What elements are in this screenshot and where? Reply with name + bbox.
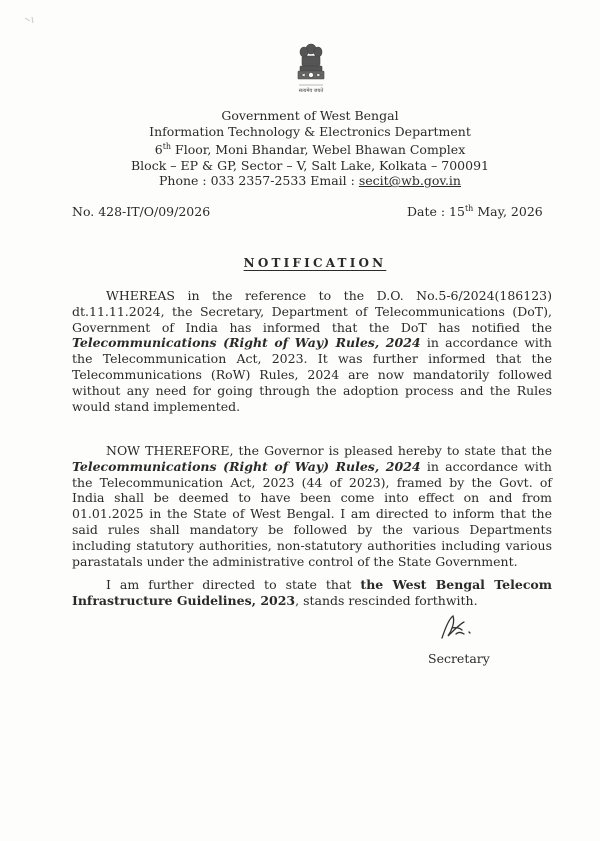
- letterhead-line-contact: [100, 173, 520, 189]
- emblem-caption: सत्यमेव जयते: [298, 88, 324, 94]
- para3-guidelines-name: the West Bengal Telecom Infrastructure Guidelines, 2023: [72, 577, 552, 608]
- page-title: [0, 256, 600, 270]
- letterhead-line-government: Government of West Bengal: [221, 108, 399, 123]
- letterhead: [100, 108, 520, 189]
- email-link[interactable]: secit@wb.gov.in: [358, 173, 461, 189]
- para3-text-c: , stands rescinded forthwith.: [295, 592, 478, 608]
- title-text: NOTIFICATION: [243, 256, 387, 270]
- para1-rules-name: Telecommunications (Right of Way) Rules, 2024: [72, 335, 421, 351]
- date-rest: May, 2026: [473, 204, 543, 220]
- para2-text-a: NOW THEREFORE, the Governor is pleased hereby to state that the: [106, 443, 552, 458]
- signature-icon: [434, 612, 476, 646]
- letterhead-line-department: Information Technology & Electronics Department: [149, 123, 471, 139]
- date-label: Date : 15: [407, 204, 465, 220]
- para1-text-c: in accordance with the Telecommunication Act, 2023. It was further informed that the Telecommunications (RoW) Rules, 2024 are now mandatorily followed without any need for going through the adoption process and the Rules would stand implemented.: [72, 335, 552, 414]
- para2-text-c: in accordance with the Telecommunication Act, 2023 (44 of 2023), framed by the Govt. of India shall be deemed to have been come into effect on and from 01.01.2025 in the State of West Bengal. I am directed to inform that the said rules shall mandatory be followed by the various Departments including statutory authorities, non-statutory authorities including various parastatals under the administrative control of the State Government.: [72, 458, 552, 569]
- letterhead-line-address: Block – EP & GP, Sector – V, Salt Lake, Kolkata – 700091: [131, 157, 489, 173]
- para3-text-a: I am further directed to state that: [106, 577, 361, 592]
- date-suffix: th: [464, 204, 474, 213]
- scan-mark-icon: [22, 14, 42, 34]
- para2-rules-name: Telecommunications (Right of Way) Rules, 2024: [72, 458, 421, 474]
- state-emblem-icon: [293, 40, 329, 96]
- paragraph-rescinded: [72, 577, 552, 609]
- phone-text: Phone : 033 2357-2533 Email :: [159, 173, 359, 189]
- reference-number: No. 428-IT/O/09/2026: [72, 204, 211, 219]
- notification-date: [407, 204, 543, 219]
- para1-text-a: WHEREAS in the reference to the D.O. No.5-6/2024(186123) dt.11.11.2024, the Secretary, Department of Telecommunications (DoT), Government of India has informed that the DoT has notified the: [72, 288, 552, 335]
- paragraph-whereas: [72, 288, 552, 414]
- letterhead-line-floor: 6th Floor, Moni Bhandar, Webel Bhawan Complex: [154, 142, 466, 158]
- paragraph-now-therefore: [72, 443, 552, 569]
- signatory-title: Secretary: [428, 651, 490, 666]
